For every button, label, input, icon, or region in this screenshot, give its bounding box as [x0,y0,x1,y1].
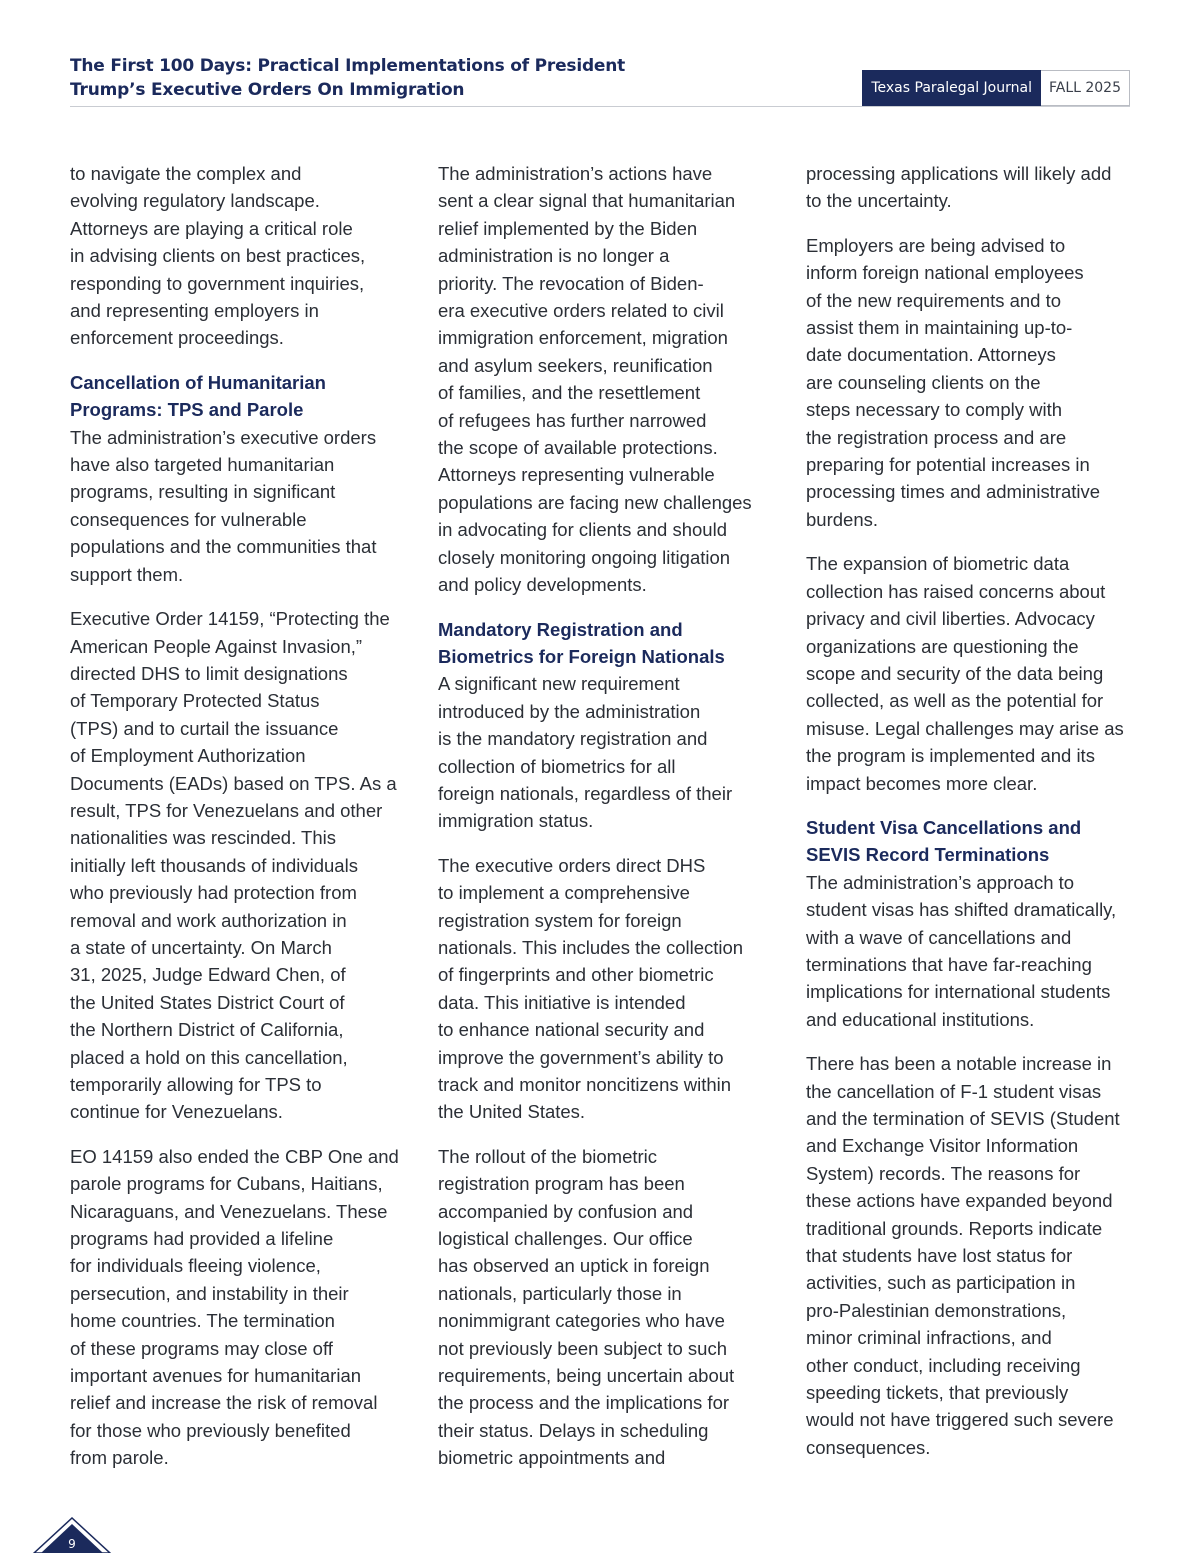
text-line: inform foreign national employees [806,262,1084,284]
text-line: terminations that have far-reaching [806,953,1092,975]
text-line: is the mandatory registration and [438,728,708,750]
text-line: foreign nationals, regardless of their [438,782,733,804]
text-line: registration program has been [438,1173,685,1195]
text-line: responding to government inquiries, [70,272,365,294]
text-line: populations are facing new challenges [438,491,752,513]
text-line: privacy and civil liberties. Advocacy [806,608,1095,630]
text-column-1 [70,160,400,1472]
text-line: logistical challenges. Our office [438,1228,693,1250]
text-line: Programs: TPS and Parole [70,399,304,421]
text-line: programs had provided a lifeline [70,1228,334,1250]
text-line: requirements, being uncertain about [438,1365,735,1387]
paragraph [438,1143,768,1472]
text-line: The administration’s approach to [806,871,1075,893]
text-line: and policy developments. [438,574,647,596]
text-line: in advising clients on best practices, [70,245,366,267]
text-line: Biometrics for Foreign Nationals [438,645,725,667]
text-line: would not have triggered such severe [806,1409,1114,1431]
paragraph [70,605,400,1126]
text-line: with a wave of cancellations and [806,926,1072,948]
text-line: speeding tickets, that previously [806,1382,1069,1404]
text-line: to navigate the complex and [70,163,302,184]
article-title-line: Trump’s Executive Orders On Immigration [70,80,465,100]
text-line: Attorneys are playing a critical role [70,217,353,239]
paragraph [70,160,400,352]
text-line: other conduct, including receiving [806,1354,1081,1376]
text-line: and the termination of SEVIS (Student [806,1108,1120,1129]
paragraph [806,160,1136,215]
text-line: of refugees has further narrowed [438,409,707,431]
text-line: steps necessary to comply with [806,399,1063,421]
text-line: to implement a comprehensive [438,882,690,904]
text-line: the United States District Court of [70,991,345,1013]
text-line: processing times and administrative [806,481,1101,503]
text-line: registration system for foreign [438,909,682,931]
text-line: of fingerprints and other biometric [438,964,714,986]
text-line: The rollout of the biometric [438,1145,658,1167]
text-line: parole programs for Cubans, Haitians, [70,1173,383,1195]
text-line: assist them in maintaining up-to- [806,317,1073,339]
paragraph [438,670,768,834]
text-line: organizations are questioning the [806,635,1079,657]
page-number: 9 [68,1537,76,1551]
text-line: The administration’s executive orders [70,426,377,448]
text-line: There has been a notable increase in [806,1053,1112,1075]
issue-badge: FALL 2025 [1041,70,1130,106]
text-line: collection has raised concerns about [806,580,1106,602]
text-line: the scope of available protections. [438,437,718,459]
paragraph [70,1143,400,1472]
text-line: result, TPS for Venezuelans and other [70,799,383,821]
text-line: of families, and the resettlement [438,382,701,404]
text-line: priority. The revocation of Biden- [438,272,704,294]
text-line: The administration’s actions have [438,163,713,184]
text-line: programs, resulting in significant [70,481,336,503]
text-line: nationals, particularly those in [438,1282,682,1304]
text-line: have also targeted humanitarian [70,454,335,476]
text-line: has observed an uptick in foreign [438,1255,710,1277]
text-line: date documentation. Attorneys [806,344,1056,366]
text-line: for individuals fleeing violence, [70,1255,321,1277]
text-line: support them. [70,563,184,585]
text-line: biometric appointments and [438,1447,666,1469]
text-line: traditional grounds. Reports indicate [806,1217,1103,1239]
text-line: to enhance national security and [438,1019,705,1041]
text-line: administration is no longer a [438,245,670,267]
text-line: of Temporary Protected Status [70,690,320,712]
text-line: removal and work authorization in [70,909,347,931]
text-line: initially left thousands of individuals [70,854,358,876]
text-line: American People Against Invasion,” [70,635,363,657]
text-line: improve the government’s ability to [438,1046,724,1068]
text-line: nationals. This includes the collection [438,936,744,958]
text-line: Student Visa Cancellations and [806,816,1082,838]
section-heading [70,369,400,424]
text-line: who previously had protection from [70,882,357,904]
text-line: enforcement proceedings. [70,327,284,349]
text-line: SEVIS Record Terminations [806,844,1050,866]
text-line: to the uncertainty. [806,190,952,212]
text-line: temporarily allowing for TPS to [70,1074,322,1095]
paragraph [438,852,768,1126]
text-line: The executive orders direct DHS [438,854,706,876]
text-line: burdens. [806,508,878,530]
article-title-line: The First 100 Days: Practical Implementations of President [70,56,626,76]
paragraph [438,160,768,599]
text-line: immigration status. [438,810,594,832]
text-line: EO 14159 also ended the CBP One and [70,1145,399,1167]
paragraph [70,424,400,588]
text-line: processing applications will likely add [806,163,1112,184]
journal-name-badge: Texas Paralegal Journal [862,70,1041,106]
text-column-2 [438,160,768,1472]
text-line: the cancellation of F-1 student visas [806,1080,1102,1102]
publication-badges [862,70,1130,106]
text-line: and asylum seekers, reunification [438,354,713,376]
text-column-3 [806,160,1136,1461]
text-line: consequences for vulnerable [70,508,307,530]
text-line: directed DHS to limit designations [70,662,348,684]
text-line: the Northern District of California, [70,1019,344,1041]
text-line: scope and security of the data being [806,662,1104,684]
text-line: nonimmigrant categories who have [438,1310,725,1332]
text-line: immigration enforcement, migration [438,327,728,349]
text-line: (TPS) and to curtail the issuance [70,717,339,739]
text-line: and Exchange Visitor Information [806,1135,1079,1157]
text-line: data. This initiative is intended [438,991,686,1013]
text-line: persecution, and instability in their [70,1282,349,1304]
text-line: and representing employers in [70,300,319,322]
text-line: relief and increase the risk of removal [70,1392,378,1414]
text-line: accompanied by confusion and [438,1200,694,1222]
text-line: important avenues for humanitarian [70,1365,362,1387]
text-line: nationalities was rescinded. This [70,827,336,849]
text-line: collected, as well as the potential for [806,690,1104,712]
paragraph [806,1050,1136,1461]
text-line: that students have lost status for [806,1245,1073,1267]
text-line: impact becomes more clear. [806,772,1038,794]
text-line: misuse. Legal challenges may arise as [806,717,1124,739]
text-line: era executive orders related to civil [438,300,724,322]
text-line: introduced by the administration [438,700,701,722]
text-line: student visas has shifted dramatically, [806,899,1117,921]
text-line: their status. Delays in scheduling [438,1419,709,1441]
text-line: not previously been subject to such [438,1337,727,1359]
text-line: continue for Venezuelans. [70,1101,283,1123]
text-line: System) records. The reasons for [806,1162,1081,1184]
text-line: Employers are being advised to [806,234,1066,256]
text-line: 31, 2025, Judge Edward Chen, of [70,964,346,986]
text-line: the program is implemented and its [806,745,1095,767]
text-line: evolving regulatory landscape. [70,190,320,212]
text-line: these actions have expanded beyond [806,1190,1113,1212]
text-line: sent a clear signal that humanitarian [438,190,736,212]
text-line: Cancellation of Humanitarian [70,371,326,393]
text-line: of these programs may close off [70,1337,333,1359]
text-line: a state of uncertainty. On March [70,936,332,958]
paragraph [806,232,1136,533]
section-heading [806,814,1136,869]
text-line: The expansion of biometric data [806,553,1070,575]
page-header [70,52,1130,107]
text-line: for those who previously benefited [70,1419,351,1441]
paragraph [806,550,1136,797]
text-line: Attorneys representing vulnerable [438,464,715,486]
paragraph [806,869,1136,1033]
text-line: of Employment Authorization [70,745,306,767]
text-line: Mandatory Registration and [438,618,683,640]
text-line: the United States. [438,1101,586,1123]
text-line: activities, such as participation in [806,1272,1076,1294]
page-number-marker [32,1517,112,1553]
text-line: implications for international students [806,981,1111,1003]
text-line: the registration process and are [806,426,1067,448]
text-line: relief implemented by the Biden [438,217,698,239]
text-line: collection of biometrics for all [438,755,676,777]
text-line: A significant new requirement [438,673,680,695]
section-heading [438,616,768,671]
text-line: in advocating for clients and should [438,519,727,541]
text-line: Executive Order 14159, “Protecting the [70,608,390,630]
text-line: home countries. The termination [70,1310,335,1332]
text-line: Documents (EADs) based on TPS. As a [70,772,397,794]
text-line: closely monitoring ongoing litigation [438,546,731,568]
text-line: preparing for potential increases in [806,454,1090,476]
text-line: pro-Palestinian demonstrations, [806,1299,1067,1321]
text-line: are counseling clients on the [806,371,1041,393]
article-title [70,54,750,102]
text-line: consequences. [806,1436,931,1458]
text-line: the process and the implications for [438,1392,730,1414]
text-line: placed a hold on this cancellation, [70,1046,348,1068]
text-line: track and monitor noncitizens within [438,1074,732,1095]
text-line: from parole. [70,1447,169,1469]
text-line: minor criminal infractions, and [806,1327,1052,1349]
text-line: populations and the communities that [70,536,377,558]
text-line: of the new requirements and to [806,289,1062,311]
text-line: and educational institutions. [806,1008,1035,1030]
text-line: Nicaraguans, and Venezuelans. These [70,1200,388,1222]
